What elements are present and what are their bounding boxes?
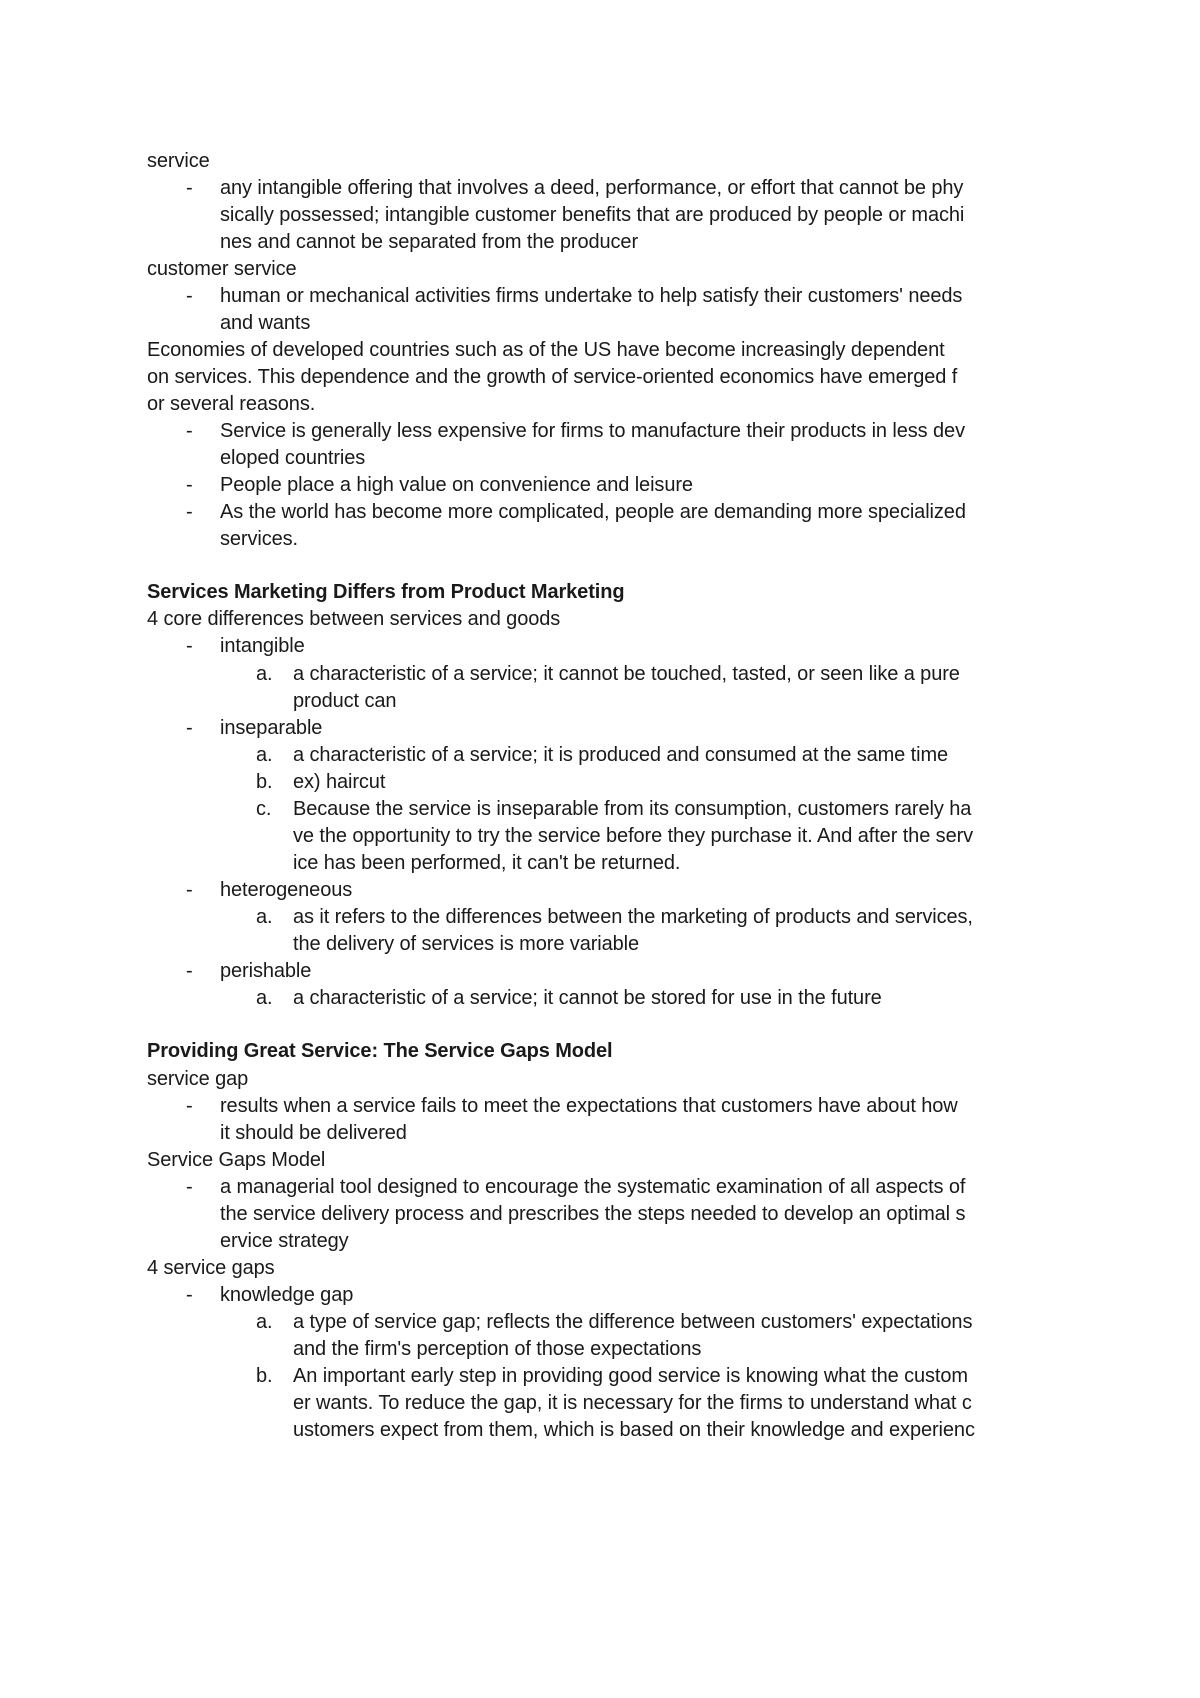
list-marker: b. (256, 1365, 273, 1387)
list-bullet: - (186, 474, 193, 496)
text-line: human or mechanical activities firms undertake to help satisfy their customers' needs (220, 285, 963, 307)
text-line: sically possessed; intangible customer benefits that are produced by people or machi (220, 204, 965, 226)
text-line: a managerial tool designed to encourage the systematic examination of all aspects of (220, 1176, 966, 1198)
text-line: intangible (220, 635, 305, 657)
section-heading: Services Marketing Differs from Product Marketing (147, 581, 625, 603)
list-bullet: - (186, 879, 193, 901)
list-bullet: - (186, 635, 193, 657)
text-line: ex) haircut (293, 771, 386, 793)
text-line: customer service (147, 258, 297, 280)
list-bullet: - (186, 285, 193, 307)
text-line: perishable (220, 960, 312, 982)
text-line: 4 core differences between services and goods (147, 608, 561, 630)
text-line: a characteristic of a service; it cannot be touched, tasted, or seen like a pure (293, 663, 960, 685)
text-line: and the firm's perception of those expectations (293, 1338, 702, 1360)
text-line: services. (220, 528, 299, 550)
text-line: a characteristic of a service; it cannot be stored for use in the future (293, 987, 882, 1009)
text-line: Because the service is inseparable from its consumption, customers rarely ha (293, 798, 972, 820)
text-line: inseparable (220, 717, 323, 739)
text-line: and wants (220, 312, 311, 334)
list-bullet: - (186, 501, 193, 523)
list-marker: a. (256, 663, 273, 685)
text-line: An important early step in providing good service is knowing what the custom (293, 1365, 968, 1387)
text-line: nes and cannot be separated from the producer (220, 231, 639, 253)
text-line: As the world has become more complicated, people are demanding more specialized (220, 501, 966, 523)
text-line: the delivery of services is more variable (293, 933, 640, 955)
text-line: ve the opportunity to try the service before they purchase it. And after the serv (293, 825, 974, 847)
text-line: knowledge gap (220, 1284, 354, 1306)
text-line: any intangible offering that involves a deed, performance, or effort that cannot be phy (220, 177, 964, 199)
list-marker: b. (256, 771, 273, 793)
text-line: er wants. To reduce the gap, it is necessary for the firms to understand what c (293, 1392, 972, 1414)
text-line: as it refers to the differences between the marketing of products and services, (293, 906, 973, 928)
text-line: eloped countries (220, 447, 366, 469)
text-line: Economies of developed countries such as of the US have become increasingly dependent (147, 339, 945, 361)
text-line: 4 service gaps (147, 1257, 275, 1279)
text-line: Service is generally less expensive for firms to manufacture their products in less dev (220, 420, 965, 442)
text-line: service gap (147, 1068, 249, 1090)
text-line: results when a service fails to meet the expectations that customers have about how (220, 1095, 958, 1117)
list-bullet: - (186, 420, 193, 442)
text-line: a characteristic of a service; it is produced and consumed at the same time (293, 744, 949, 766)
list-marker: a. (256, 906, 273, 928)
section-heading: Providing Great Service: The Service Gaps Model (147, 1040, 613, 1062)
list-marker: c. (256, 798, 272, 820)
list-bullet: - (186, 1284, 193, 1306)
text-line: or several reasons. (147, 393, 316, 415)
text-line: it should be delivered (220, 1122, 407, 1144)
text-line: People place a high value on convenience and leisure (220, 474, 693, 496)
list-marker: a. (256, 987, 273, 1009)
list-bullet: - (186, 1095, 193, 1117)
text-line: ervice strategy (220, 1230, 349, 1252)
list-marker: a. (256, 1311, 273, 1333)
text-line: the service delivery process and prescribes the steps needed to develop an optimal s (220, 1203, 966, 1225)
list-marker: a. (256, 744, 273, 766)
text-line: Service Gaps Model (147, 1149, 326, 1171)
list-bullet: - (186, 960, 193, 982)
text-line: service (147, 150, 210, 172)
list-bullet: - (186, 1176, 193, 1198)
text-line: ice has been performed, it can't be returned. (293, 852, 681, 874)
list-bullet: - (186, 717, 193, 739)
text-line: heterogeneous (220, 879, 353, 901)
text-line: a type of service gap; reflects the difference between customers' expectations (293, 1311, 973, 1333)
text-line: product can (293, 690, 397, 712)
list-bullet: - (186, 177, 193, 199)
text-line: on services. This dependence and the growth of service-oriented economics have emerged f (147, 366, 958, 388)
text-line: ustomers expect from them, which is based on their knowledge and experienc (293, 1419, 975, 1441)
